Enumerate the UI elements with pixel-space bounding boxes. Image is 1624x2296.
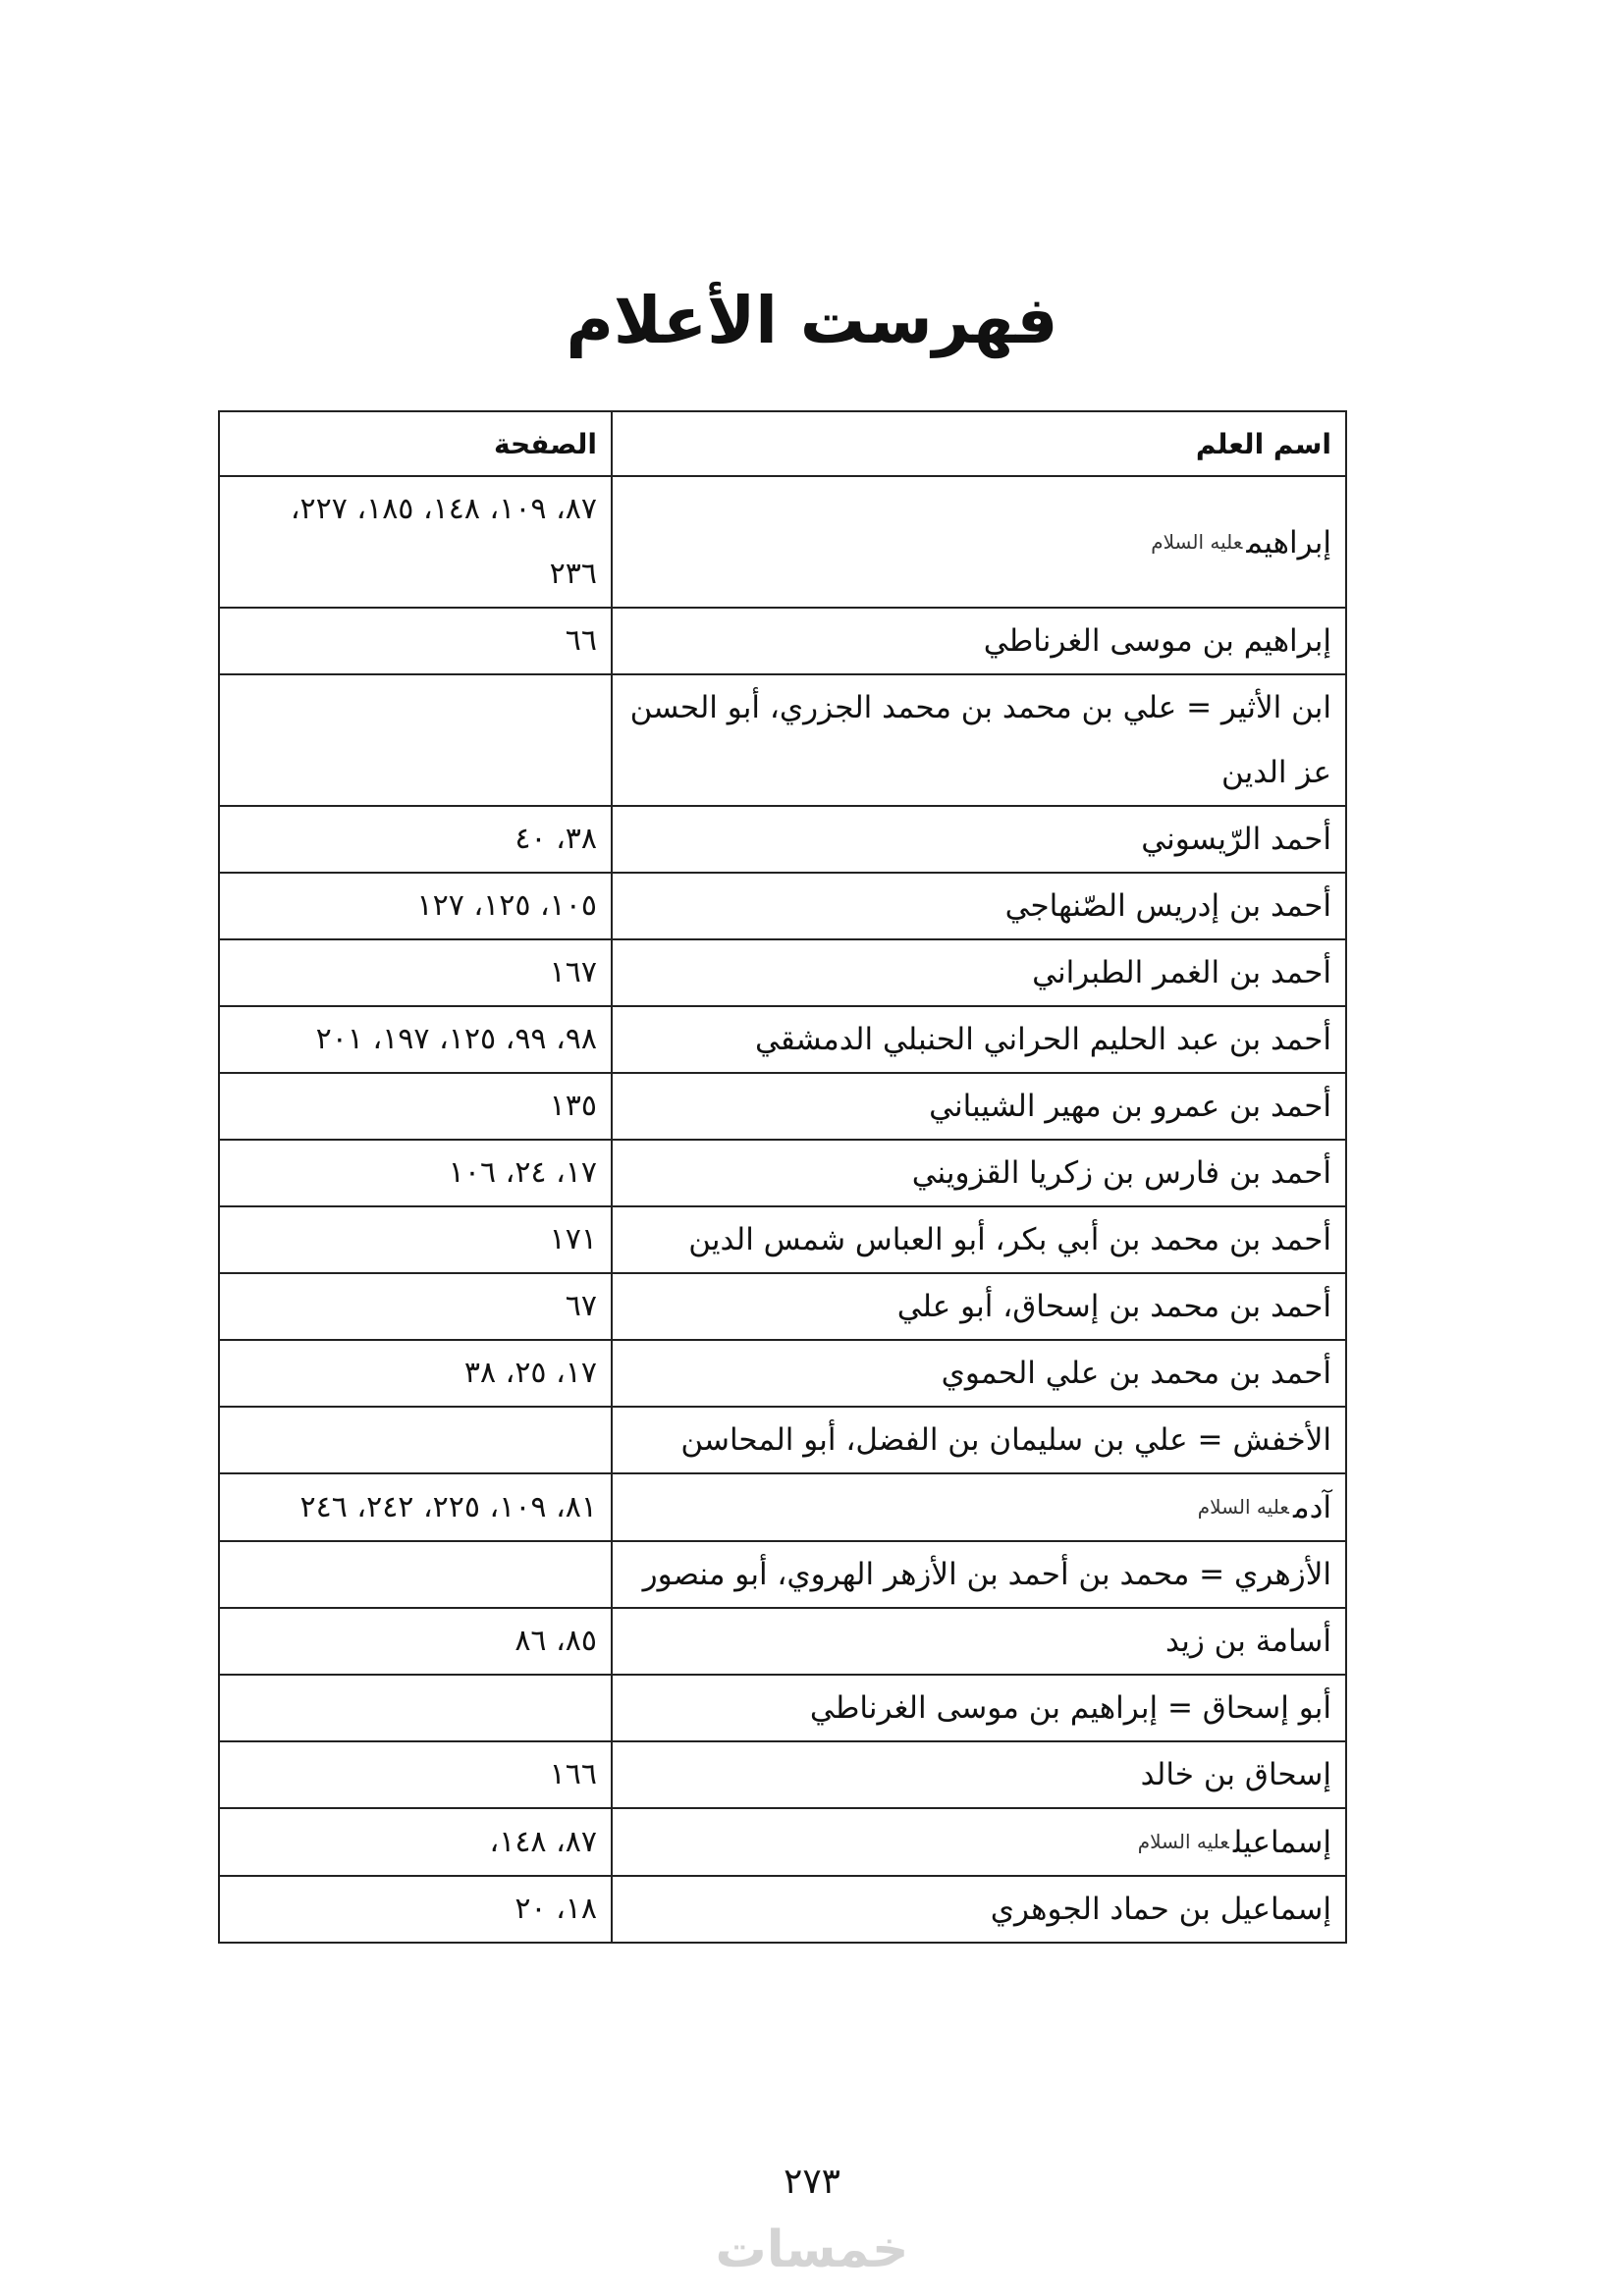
table-row (219, 608, 1346, 674)
entry-pages-cell: ٨٧، ١٤٨، (219, 1808, 612, 1876)
table-header-row (219, 411, 1346, 476)
entry-name-cell (612, 873, 1346, 939)
table-row (219, 873, 1346, 939)
entry-pages-cell: ١٠٥، ١٢٥، ١٢٧ (219, 873, 612, 939)
entry-name-cell (612, 476, 1346, 608)
entry-name: أحمد بن محمد بن إسحاق، أبو علي (896, 1289, 1331, 1324)
table-row (219, 1876, 1346, 1943)
entry-name: الأخفش = علي بن سليمان بن الفضل، أبو المحاسن (680, 1422, 1331, 1458)
entry-name: إسحاق بن خالد (1140, 1757, 1331, 1792)
entry-pages-cell (219, 1541, 612, 1608)
table-row (219, 674, 1346, 806)
entry-name-cell (612, 1006, 1346, 1073)
entry-name-cell (612, 1541, 1346, 1608)
entry-name: أحمد بن إدريس الصّنهاجي (1004, 888, 1331, 924)
entry-pages-cell: ٩٨، ٩٩، ١٢٥، ١٩٧، ٢٠١ (219, 1006, 612, 1073)
table-row (219, 1140, 1346, 1206)
entry-name-cell (612, 1407, 1346, 1473)
entry-name: ابن الأثير = علي بن محمد بن محمد الجزري، أبو الحسن عز الدين (629, 690, 1331, 790)
entry-name-cell (612, 1608, 1346, 1675)
table-row (219, 806, 1346, 873)
table-row (219, 1206, 1346, 1273)
entry-name-cell (612, 1741, 1346, 1808)
entry-pages-cell: ٨٥، ٨٦ (219, 1608, 612, 1675)
entry-name-cell (612, 939, 1346, 1006)
table-row (219, 1273, 1346, 1340)
entry-name: أحمد بن محمد بن أبي بكر، أبو العباس شمس الدين (688, 1222, 1331, 1257)
page-title: فهرست الأعلام (566, 283, 1058, 358)
table-row (219, 1340, 1346, 1407)
honorific-glyph: عليه السلام (1197, 1495, 1289, 1519)
entry-pages-cell: ٣٨، ٤٠ (219, 806, 612, 873)
header-name: اسم العلم (612, 411, 1346, 476)
entry-pages-cell: ١٧١ (219, 1206, 612, 1273)
table-row (219, 1006, 1346, 1073)
entry-name: إسماعيل (1232, 1825, 1331, 1860)
table-body (219, 476, 1346, 1943)
entry-name: الأزهري = محمد بن أحمد بن الأزهر الهروي، أبو منصور (642, 1557, 1331, 1592)
entry-pages-cell: ٨١، ١٠٩، ٢٢٥، ٢٤٢، ٢٤٦ (219, 1473, 612, 1541)
honorific-glyph: عليه السلام (1151, 529, 1243, 554)
page-number: ٢٧٣ (783, 2162, 840, 2202)
entry-name: أحمد بن فارس بن زكريا القزويني (911, 1155, 1331, 1191)
entry-name-cell (612, 1340, 1346, 1407)
entry-name-cell (612, 1876, 1346, 1943)
entry-name: أحمد الرّيسوني (1141, 822, 1331, 857)
entry-pages-cell: ٦٦ (219, 608, 612, 674)
entry-name: أحمد بن الغمر الطبراني (1032, 955, 1331, 990)
entry-pages-cell (219, 674, 612, 806)
table-row (219, 476, 1346, 608)
table-row (219, 1541, 1346, 1608)
entry-name: أسامة بن زيد (1164, 1624, 1331, 1659)
entry-name-cell (612, 674, 1346, 806)
entry-pages-cell (219, 1675, 612, 1741)
entry-name: آدم (1292, 1490, 1331, 1525)
table-row (219, 939, 1346, 1006)
entry-name-cell (612, 806, 1346, 873)
entry-name-cell (612, 1675, 1346, 1741)
entry-pages-cell: ١٦٦ (219, 1741, 612, 1808)
entry-name-cell (612, 1073, 1346, 1140)
table-row (219, 1407, 1346, 1473)
entry-pages-cell: ١٦٧ (219, 939, 612, 1006)
entry-name-cell (612, 1273, 1346, 1340)
entry-name: إبراهيم (1246, 524, 1331, 561)
table-row (219, 1473, 1346, 1541)
entry-pages-cell: ٦٧ (219, 1273, 612, 1340)
entry-name: أحمد بن محمد بن علي الحموي (941, 1356, 1331, 1391)
entry-name: إبراهيم بن موسى الغرناطي (983, 623, 1331, 659)
entry-name: إسماعيل بن حماد الجوهري (990, 1892, 1331, 1927)
entry-pages-cell: ١٨، ٢٠ (219, 1876, 612, 1943)
table-row (219, 1741, 1346, 1808)
entry-pages-cell: ١٧، ٢٥، ٣٨ (219, 1340, 612, 1407)
entry-pages-cell: ١٣٥ (219, 1073, 612, 1140)
entry-name-cell (612, 608, 1346, 674)
entry-name: أحمد بن عبد الحليم الحراني الحنبلي الدمشقي (754, 1022, 1331, 1057)
entry-name-cell (612, 1808, 1346, 1876)
entry-pages-cell: ١٧، ٢٤، ١٠٦ (219, 1140, 612, 1206)
entry-pages-cell: ٨٧، ١٠٩، ١٤٨، ١٨٥، ٢٢٧، ٢٣٦ (219, 476, 612, 608)
entry-name-cell (612, 1140, 1346, 1206)
table-row (219, 1608, 1346, 1675)
table-row (219, 1073, 1346, 1140)
names-index-table (218, 410, 1347, 1944)
watermark-logo: خمسات (715, 2220, 909, 2279)
table-row (219, 1675, 1346, 1741)
table-row (219, 1808, 1346, 1876)
honorific-glyph: عليه السلام (1137, 1830, 1229, 1853)
entry-name-cell (612, 1473, 1346, 1541)
entry-pages-cell (219, 1407, 612, 1473)
header-pages: الصفحة (219, 411, 612, 476)
entry-name: أحمد بن عمرو بن مهير الشيباني (929, 1089, 1331, 1124)
entry-name: أبو إسحاق = إبراهيم بن موسى الغرناطي (809, 1690, 1331, 1726)
entry-name-cell (612, 1206, 1346, 1273)
